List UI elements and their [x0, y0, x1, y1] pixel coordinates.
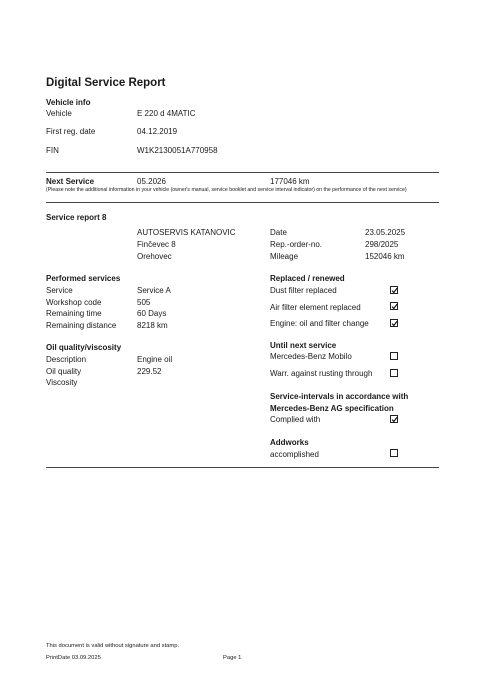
rep-order-label: Rep.-order-no. — [270, 240, 323, 249]
service-label: Service — [46, 286, 73, 295]
workshop-code-label: Workshop code — [46, 298, 102, 307]
check-mark-icon — [391, 287, 398, 294]
remaining-time-value: 60 Days — [137, 309, 167, 318]
oil-quality-value: 229.52 — [137, 367, 162, 376]
vehicle-value: E 220 d 4MATIC — [137, 109, 196, 118]
vehicle-label: Vehicle — [46, 109, 72, 118]
vehicle-info-heading: Vehicle info — [46, 98, 91, 107]
service-report-heading: Service report 8 — [46, 213, 107, 222]
oil-description-value: Engine oil — [137, 355, 173, 364]
check-mark-icon — [391, 416, 398, 423]
fin-value: W1K2130051A770958 — [137, 146, 218, 155]
oil-quality-label: Oil quality — [46, 367, 82, 376]
workshop-street: Finčevec 8 — [137, 240, 176, 249]
workshop-code-value: 505 — [137, 298, 151, 307]
next-service-mileage: 177046 km — [270, 177, 310, 186]
mobilo-checkbox[interactable] — [390, 352, 398, 360]
oil-quality-heading: Oil quality/viscosity — [46, 343, 122, 352]
rust-warranty-label: Warr. against rusting through — [270, 369, 373, 378]
service-intervals-heading-line2: Mercedes-Benz AG specification — [270, 404, 394, 413]
print-date: PrintDate 03.09.2025 — [46, 655, 101, 661]
oil-change-label: Engine: oil and filter change — [270, 319, 369, 328]
workshop-city: Orehovec — [137, 252, 172, 261]
until-next-service-heading: Until next service — [270, 341, 337, 350]
rust-warranty-checkbox[interactable] — [390, 369, 398, 377]
mileage-value: 152046 km — [365, 252, 405, 261]
fin-label: FIN — [46, 146, 59, 155]
replaced-heading: Replaced / renewed — [270, 274, 345, 283]
oil-description-label: Description — [46, 355, 87, 364]
date-label: Date — [270, 228, 287, 237]
divider — [46, 467, 439, 468]
next-service-note: (Please note the additional information in your vehicle (owner's manual, service booklet and service interval indicator) on the performance of the next service) — [46, 187, 407, 193]
dust-filter-checkbox[interactable] — [390, 286, 398, 294]
remaining-distance-value: 8218 km — [137, 321, 168, 330]
next-service-heading: Next Service — [46, 177, 95, 186]
check-mark-icon — [391, 320, 398, 327]
air-filter-checkbox[interactable] — [390, 302, 398, 310]
air-filter-label: Air filter element replaced — [270, 303, 361, 312]
first-reg-label: First reg. date — [46, 127, 96, 136]
divider — [46, 172, 439, 173]
oil-change-checkbox[interactable] — [390, 319, 398, 327]
service-value: Service A — [137, 286, 171, 295]
mobilo-label: Mercedes-Benz Mobilo — [270, 352, 352, 361]
validity-note: This document is valid without signature and stamp. — [46, 643, 180, 649]
performed-services-heading: Performed services — [46, 274, 121, 283]
viscosity-label: Viscosity — [46, 378, 78, 387]
rep-order-value: 298/2025 — [365, 240, 399, 249]
workshop-name: AUTOSERVIS KATANOVIC — [137, 228, 236, 237]
accomplished-label: accomplished — [270, 450, 319, 459]
first-reg-value: 04.12.2019 — [137, 127, 178, 136]
next-service-date: 05.2026 — [137, 177, 166, 186]
complied-with-label: Complied with — [270, 415, 321, 424]
remaining-distance-label: Remaining distance — [46, 321, 117, 330]
check-mark-icon — [391, 303, 398, 310]
dust-filter-label: Dust filter replaced — [270, 286, 337, 295]
remaining-time-label: Remaining time — [46, 309, 102, 318]
report-title: Digital Service Report — [46, 77, 166, 89]
divider — [46, 202, 439, 203]
date-value: 23.05.2025 — [365, 228, 406, 237]
complied-with-checkbox[interactable] — [390, 415, 398, 423]
accomplished-checkbox[interactable] — [390, 449, 398, 457]
mileage-label: Mileage — [270, 252, 299, 261]
page-number: Page 1 — [223, 655, 242, 661]
service-intervals-heading-line1: Service-intervals in accordance with — [270, 392, 409, 401]
addworks-heading: Addworks — [270, 438, 309, 447]
